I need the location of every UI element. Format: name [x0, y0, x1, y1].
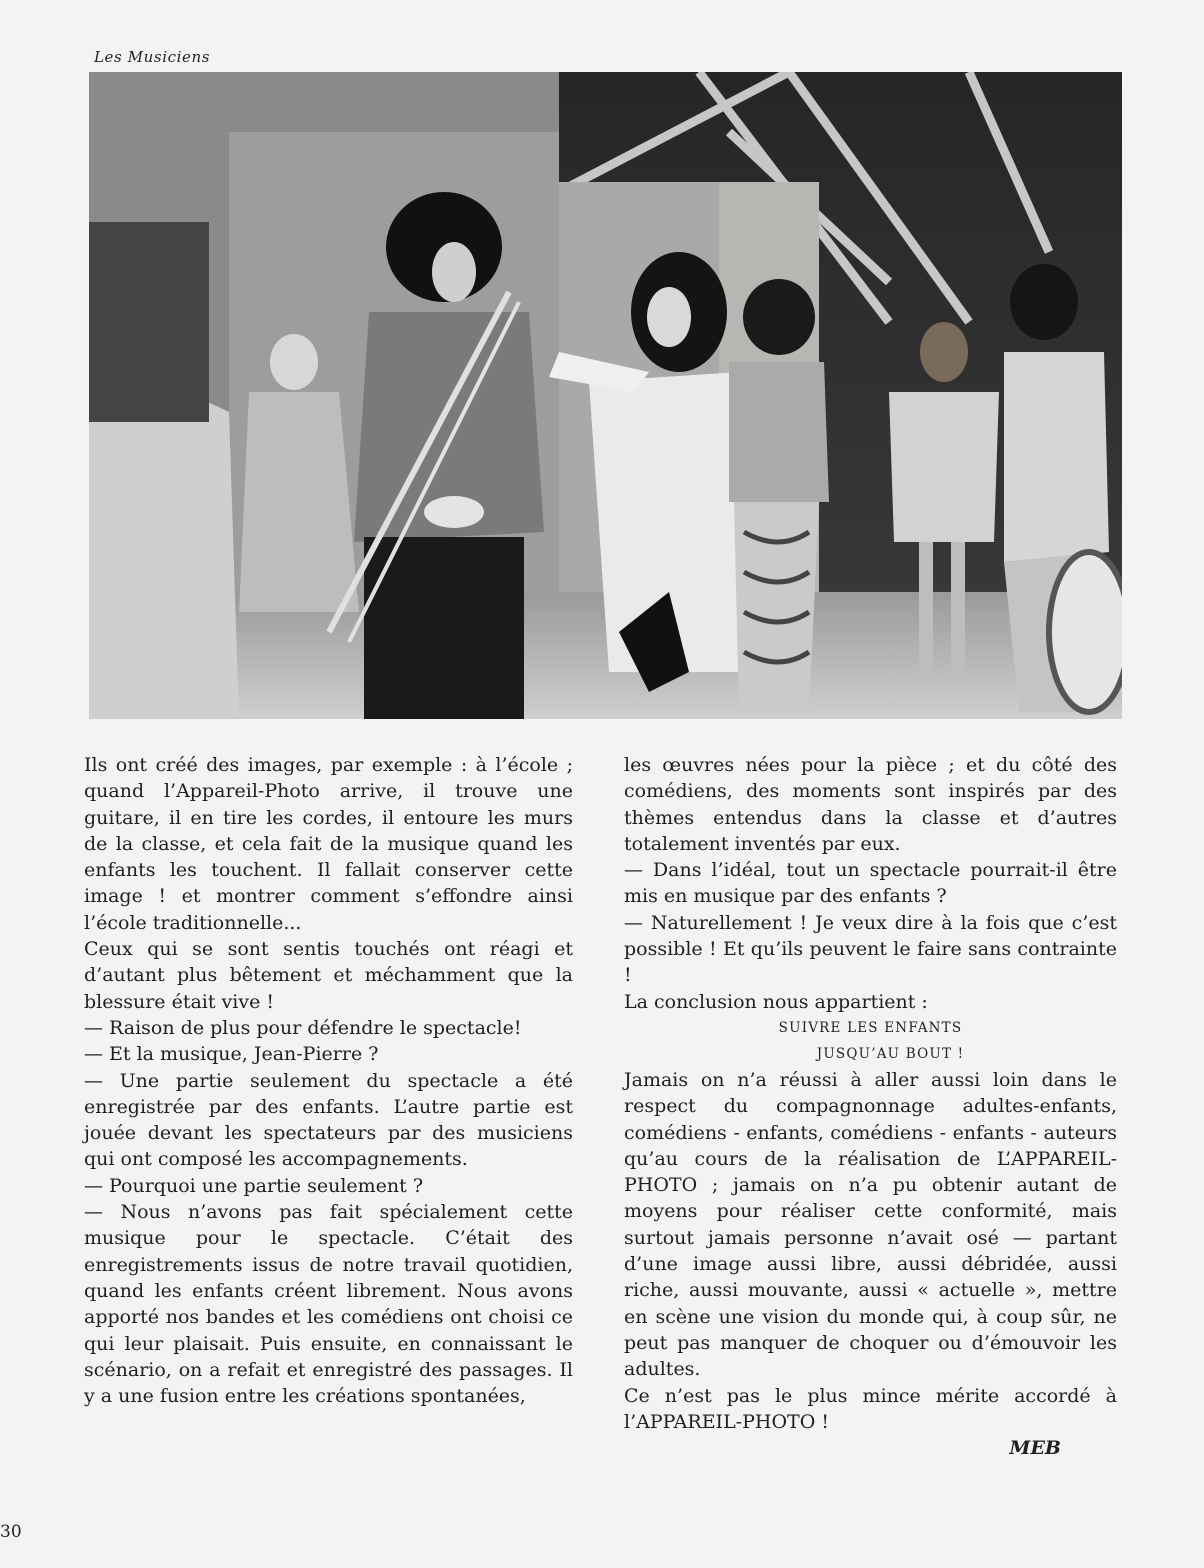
- paragraph: Ceux qui se sont sentis touchés ont réagi et d’autant plus bêtement et méchamment que la blessure était vive !: [84, 938, 573, 1013]
- dialogue-line: — Raison de plus pour défendre le spectacle!: [84, 1016, 522, 1039]
- article-right-column: [624, 752, 1117, 1461]
- author-signature: MEB: [1009, 1437, 1061, 1460]
- caps-heading-line-1: SUIVRE LES ENFANTS: [778, 1019, 963, 1036]
- section-title: Les Musiciens: [94, 48, 211, 66]
- paragraph: Jamais on n’a réussi à aller aussi loin dans le respect du compagnonnage adultes-enfants, comédiens - enfants, comédiens - enfants - auteurs qu’au cours de la réalisation de L’APPAREIL-PHOTO ; jamais on n’a pu obtenir autant de moyens pour réaliser cette conformité, mais surtout jamais personne n’avait osé — partant d’une image aussi libre, aussi débridée, aussi riche, aussi mouvante, aussi « actuelle », mettre en scène une vision du monde qui, à coup sûr, ne peut pas manquer de choquer ou d’émouvoir les adultes.: [624, 1068, 1117, 1381]
- paragraph: les œuvres nées pour la pièce ; et du côté des comédiens, des moments sont inspirés par des thèmes entendus dans la classe et d’autres totalement inventés par eux.: [624, 754, 1117, 855]
- dialogue-line: — Nous n’avons pas fait spécialement cette musique pour le spectacle. C’était des enregistrements issus de notre travail quotidien, quand les enfants créent librement. Nous avons apporté nos bandes et les comédiens ont choisi ce qui leur plaisait. Puis ensuite, en connaissant le scénario, on a refait et enregistré des passages. Il y a une fusion entre les créations spontanées,: [84, 1201, 573, 1408]
- dialogue-line: — Dans l’idéal, tout un spectacle pourrait-il être mis en musique par des enfants ?: [624, 859, 1117, 908]
- dialogue-line: — Pourquoi une partie seulement ?: [84, 1174, 424, 1197]
- dialogue-line: — Et la musique, Jean-Pierre ?: [84, 1043, 379, 1066]
- musicians-photo: [89, 72, 1122, 719]
- page-number: 30: [0, 1522, 22, 1542]
- photo-illustration: [89, 72, 1122, 719]
- dialogue-line: — Une partie seulement du spectacle a été enregistrée par des enfants. L’autre partie est jouée devant les spectateurs par des musiciens qui ont composé les accompagnements.: [84, 1069, 573, 1171]
- article-left-column: [84, 752, 573, 1409]
- dialogue-line: — Naturellement ! Je veux dire à la fois que c’est possible ! Et qu’ils peuvent le faire sans contrainte !: [624, 911, 1117, 987]
- paragraph: Ce n’est pas le plus mince mérite accordé à l’APPAREIL-PHOTO !: [624, 1384, 1117, 1433]
- paragraph: La conclusion nous appartient :: [624, 990, 928, 1013]
- caps-heading-line-2: JUSQU’AU BOUT !: [816, 1045, 965, 1062]
- paragraph: Ils ont créé des images, par exemple : à l’école ; quand l’Appareil-Photo arrive, il trouve une guitare, il en tire les cordes, il entoure les murs de la classe, et cela fait de la musique quand les enfants les touchent. Il fallait conserver cette image ! et montrer comment s’effondre ainsi l’école traditionnelle...: [84, 754, 573, 934]
